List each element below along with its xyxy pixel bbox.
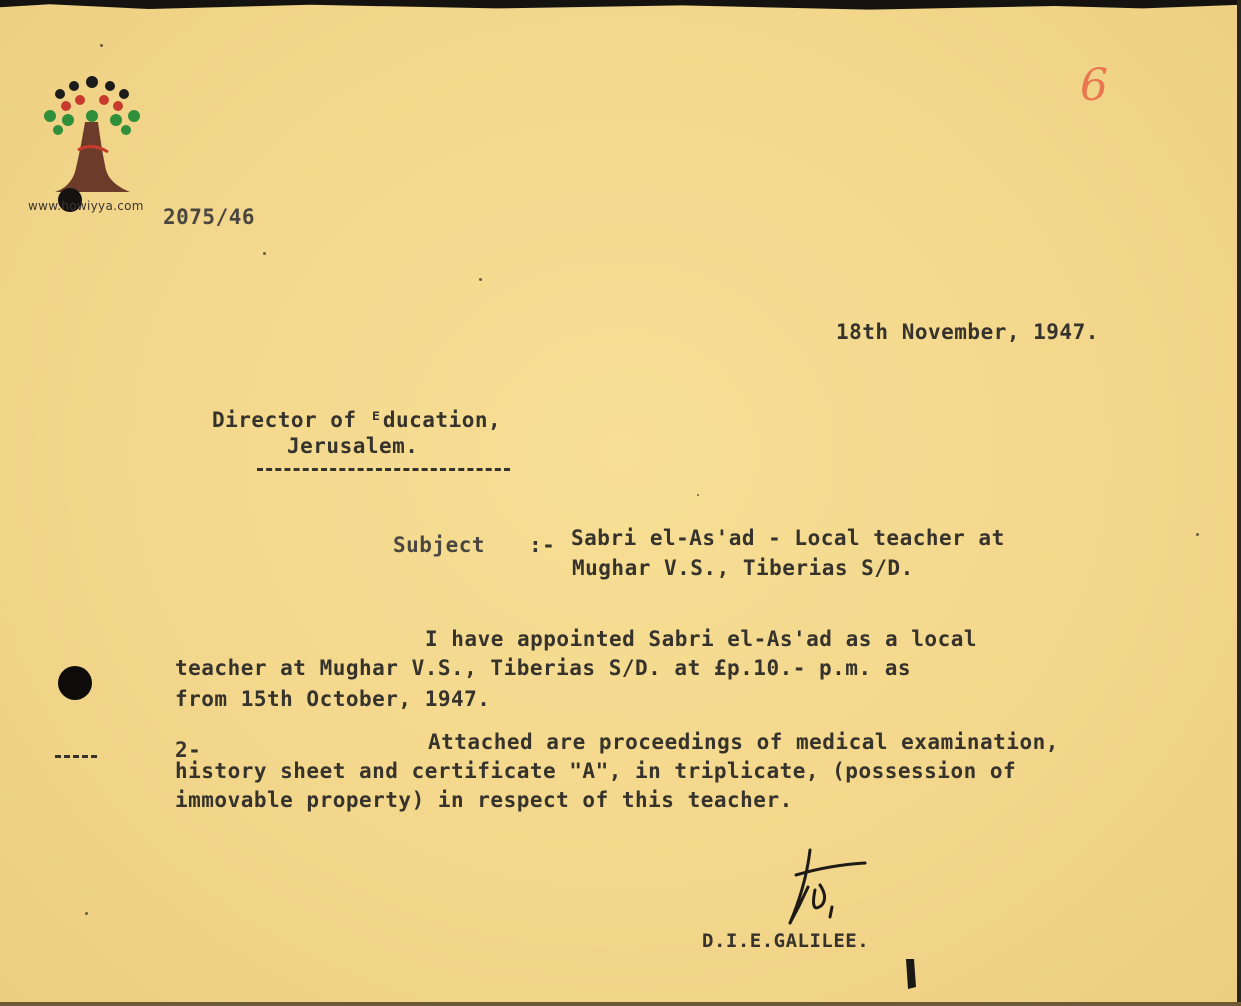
addressee-underline bbox=[257, 468, 510, 471]
paragraph-1-line-2: teacher at Mughar V.S., Tiberias S/D. at £p.10.- p.m. as bbox=[175, 656, 912, 680]
addressee-line-1: Director of ᴱducation, bbox=[212, 408, 502, 432]
paper-speck bbox=[263, 252, 266, 255]
letter-date: 18th November, 1947. bbox=[836, 320, 1099, 344]
reference-number: 2075/46 bbox=[163, 205, 256, 229]
margin-dash-mark bbox=[55, 755, 97, 758]
paragraph-2-line-3: immovable property) in respect of this teacher. bbox=[175, 788, 793, 812]
paragraph-2-line-1: Attached are proceedings of medical examination, bbox=[428, 730, 1059, 754]
paper-speck bbox=[697, 494, 699, 496]
watermark-url: www.howiyya.com bbox=[28, 199, 144, 213]
paragraph-2-line-2: history sheet and certificate "A", in triplicate, (possession of bbox=[175, 759, 1017, 783]
ink-mark bbox=[903, 957, 917, 991]
page-number-annotation: 6 bbox=[1080, 60, 1108, 111]
paper-speck bbox=[479, 278, 482, 281]
punch-hole bbox=[58, 666, 92, 700]
paragraph-1-line-3: from 15th October, 1947. bbox=[175, 687, 491, 711]
paper-speck bbox=[100, 44, 103, 47]
subject-line-2: Mughar V.S., Tiberias S/D. bbox=[572, 556, 914, 580]
paragraph-1-line-1: I have appointed Sabri el-As'ad as a local bbox=[425, 627, 978, 651]
page-right-edge bbox=[1237, 0, 1241, 1006]
handwritten-signature bbox=[770, 845, 880, 930]
signer-title: D.I.E.GALILEE. bbox=[702, 930, 870, 952]
addressee-line-2: Jerusalem. bbox=[287, 434, 419, 458]
subject-label: Subject bbox=[393, 533, 486, 557]
paper-speck bbox=[85, 912, 88, 915]
paragraph-2-number: 2- bbox=[175, 738, 202, 762]
torn-top-edge bbox=[0, 0, 1241, 12]
subject-separator: :- bbox=[529, 533, 556, 557]
subject-line-1: Sabri el-As'ad - Local teacher at bbox=[571, 526, 1005, 550]
page-bottom-edge bbox=[0, 1002, 1241, 1006]
paper-speck bbox=[1196, 533, 1199, 536]
